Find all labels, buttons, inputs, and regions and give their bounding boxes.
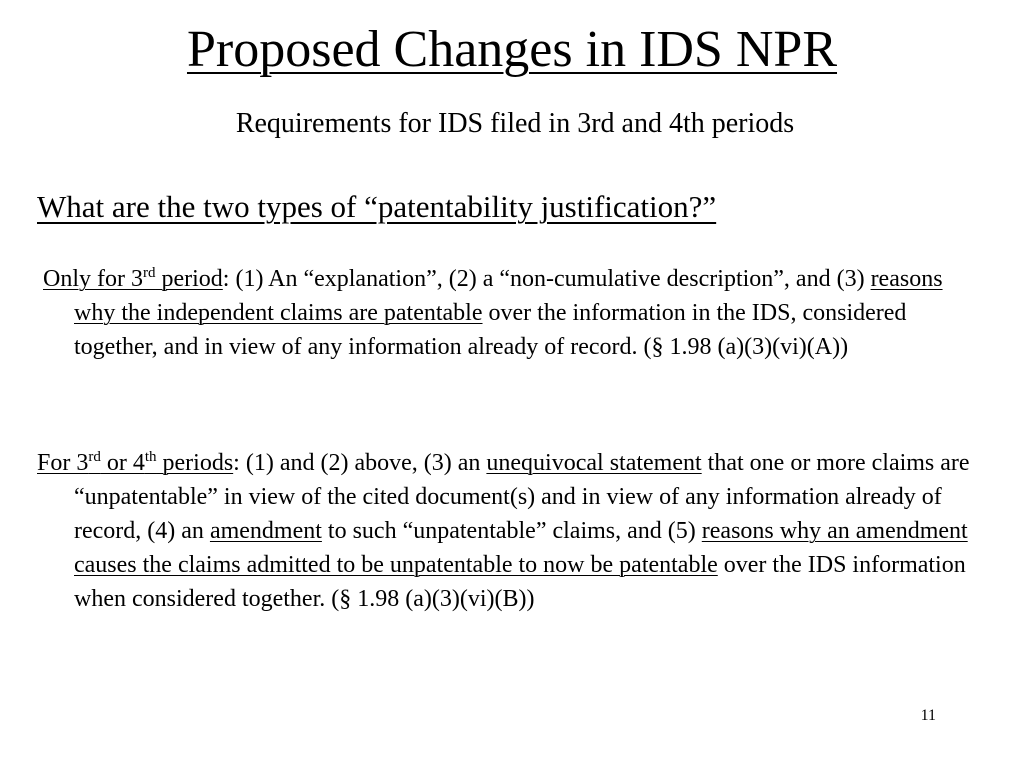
paragraph-2-text-2: that one or more claims are “unpatentable” in view of the cited document(s) and in view of any information already of record, (4) an <box>74 450 970 544</box>
page-number: 11 <box>920 707 936 724</box>
paragraph-2-heading-suffix: periods <box>156 450 234 476</box>
paragraph-2-text-3: to such “unpatentable” claims, and (5) <box>321 518 702 544</box>
paragraph-1-heading-suffix: period <box>155 266 223 292</box>
paragraph-2-heading-sup-1: rd <box>88 449 101 465</box>
slide-title: Proposed Changes in IDS NPR <box>186 21 838 78</box>
paragraph-2-heading <box>37 450 233 476</box>
paragraph-third-period <box>37 262 987 364</box>
slide-subtitle: Requirements for IDS filed in 3rd and 4th periods <box>235 108 795 139</box>
paragraph-2-underlined-2: amendment <box>209 518 322 544</box>
paragraph-2-text-1: : (1) and (2) above, (3) an <box>233 450 487 476</box>
paragraph-2-heading-sup-2: th <box>144 449 157 465</box>
question-heading: What are the two types of “patentability justification?” <box>37 189 717 224</box>
paragraph-third-or-fourth-period <box>37 446 987 616</box>
paragraph-2-underlined-3: reasons why an amendment causes the claims admitted to be unpatentable to now be patentable <box>74 518 968 578</box>
paragraph-1-underlined-1: reasons why the independent claims are patentable <box>74 266 943 326</box>
paragraph-2-text-4: over the IDS information when considered together. (§ 1.98 (a)(3)(vi)(B)) <box>74 552 966 612</box>
paragraph-2-heading-prefix: For 3 <box>37 450 89 476</box>
paragraph-1-heading-prefix: Only for 3 <box>43 266 143 292</box>
paragraph-2-heading-middle: or 4 <box>100 450 145 476</box>
paragraph-1-heading-sup: rd <box>142 265 156 281</box>
paragraph-1-heading <box>43 266 223 292</box>
paragraph-1-text-1: : (1) An “explanation”, (2) a “non-cumulative description”, and (3) <box>222 266 871 292</box>
paragraph-2-underlined-1: unequivocal statement <box>486 450 702 476</box>
paragraph-1-text-2: over the information in the IDS, considered together, and in view of any information already of record. (§ 1.98 (a)(3)(vi)(A)) <box>74 300 907 360</box>
